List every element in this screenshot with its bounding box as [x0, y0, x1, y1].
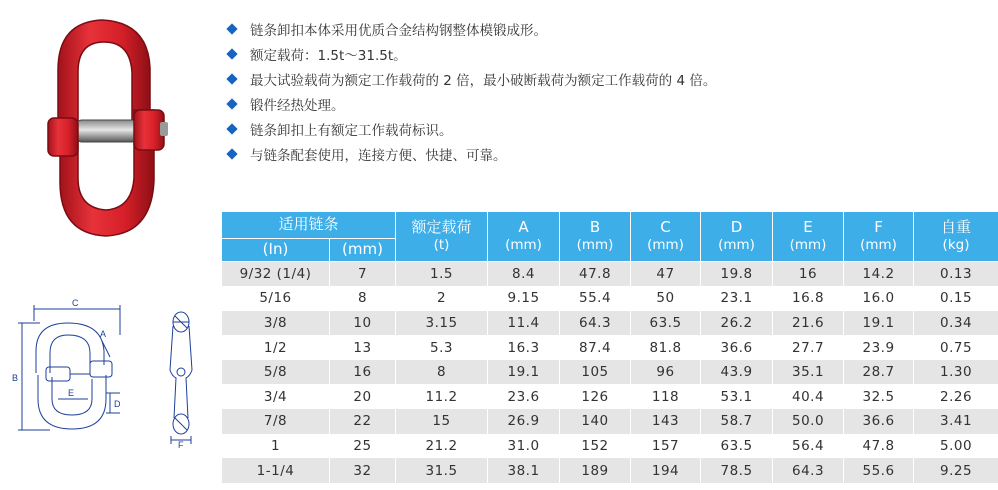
table-cell: 58.7 — [701, 409, 773, 434]
table-cell: 1 — [222, 434, 330, 459]
table-cell: 0.34 — [914, 311, 998, 336]
table-cell: 14.2 — [844, 262, 914, 287]
table-cell: 3/8 — [222, 311, 330, 336]
table-cell: 43.9 — [701, 360, 773, 385]
table-cell: 27.7 — [773, 335, 844, 360]
table-cell: 47.8 — [560, 262, 631, 287]
table-cell: 118 — [631, 384, 701, 409]
table-row — [222, 286, 998, 311]
table-cell: 50.0 — [773, 409, 844, 434]
table-cell: 3.15 — [396, 311, 488, 336]
diamond-bullet-icon — [226, 98, 237, 109]
diamond-bullet-icon — [226, 123, 237, 134]
dimension-drawing-side — [160, 308, 202, 448]
table-cell: 78.5 — [701, 458, 773, 483]
table-cell: 96 — [631, 360, 701, 385]
feature-item: 额定载荷：1.5t～31.5t。 — [226, 41, 716, 66]
table-cell: 23.9 — [844, 335, 914, 360]
table-cell: 194 — [631, 458, 701, 483]
table-cell: 16.3 — [488, 335, 560, 360]
table-cell: 11.4 — [488, 311, 560, 336]
table-cell: 64.3 — [560, 311, 631, 336]
table-cell: 8 — [396, 360, 488, 385]
table-cell: 16.0 — [844, 286, 914, 311]
table-cell: 10 — [330, 311, 396, 336]
table-cell: 1/2 — [222, 335, 330, 360]
table-cell: 16 — [773, 262, 844, 287]
table-cell: 38.1 — [488, 458, 560, 483]
label-a: A — [100, 329, 107, 339]
table-cell: 1-1/4 — [222, 458, 330, 483]
table-cell: 5.3 — [396, 335, 488, 360]
table-cell: 13 — [330, 335, 396, 360]
table-cell: 23.6 — [488, 384, 560, 409]
table-cell: 56.4 — [773, 434, 844, 459]
diamond-bullet-icon — [226, 148, 237, 159]
table-cell: 0.75 — [914, 335, 998, 360]
header-chain: 适用链条 — [222, 212, 396, 239]
table-row — [222, 311, 998, 336]
product-photo — [20, 10, 190, 242]
dimension-drawing-front — [10, 295, 142, 445]
table-cell: 16 — [330, 360, 396, 385]
feature-item: 最大试验载荷为额定工作载荷的 2 倍，最小破断载荷为额定工作载荷的 4 倍。 — [226, 66, 716, 91]
table-cell: 23.1 — [701, 286, 773, 311]
label-b: B — [12, 373, 19, 383]
table-row — [222, 262, 998, 287]
table-cell: 36.6 — [701, 335, 773, 360]
table-cell: 26.2 — [701, 311, 773, 336]
table-row — [222, 384, 998, 409]
spec-table-body — [222, 262, 998, 483]
label-d: D — [114, 399, 121, 409]
table-cell: 21.2 — [396, 434, 488, 459]
feature-item: 锻件经热处理。 — [226, 91, 716, 116]
table-cell: 64.3 — [773, 458, 844, 483]
header-c: C (mm) — [631, 212, 701, 262]
table-cell: 5/16 — [222, 286, 330, 311]
table-cell: 25 — [330, 434, 396, 459]
table-cell: 1.5 — [396, 262, 488, 287]
spec-table — [221, 211, 998, 483]
table-cell: 87.4 — [560, 335, 631, 360]
table-cell: 55.4 — [560, 286, 631, 311]
table-cell: 3.41 — [914, 409, 998, 434]
table-cell: 26.9 — [488, 409, 560, 434]
table-cell: 3/4 — [222, 384, 330, 409]
diamond-bullet-icon — [226, 48, 237, 59]
table-cell: 20 — [330, 384, 396, 409]
header-f: F (mm) — [844, 212, 914, 262]
table-cell: 36.6 — [844, 409, 914, 434]
table-cell: 31.5 — [396, 458, 488, 483]
table-cell: 32 — [330, 458, 396, 483]
table-cell: 0.15 — [914, 286, 998, 311]
feature-item: 与链条配套使用，连接方便、快捷、可靠。 — [226, 141, 716, 166]
table-cell: 126 — [560, 384, 631, 409]
feature-item: 链条卸扣上有额定工作载荷标识。 — [226, 116, 716, 141]
label-e: E — [68, 388, 75, 398]
table-cell: 2 — [396, 286, 488, 311]
table-cell: 55.6 — [844, 458, 914, 483]
table-cell: 189 — [560, 458, 631, 483]
table-cell: 8 — [330, 286, 396, 311]
table-cell: 15 — [396, 409, 488, 434]
label-c: C — [72, 298, 79, 308]
table-cell: 7/8 — [222, 409, 330, 434]
table-cell: 47.8 — [844, 434, 914, 459]
diamond-bullet-icon — [226, 73, 237, 84]
table-cell: 63.5 — [631, 311, 701, 336]
table-cell: 50 — [631, 286, 701, 311]
header-chain-in: (In) — [222, 239, 330, 262]
table-cell: 19.1 — [488, 360, 560, 385]
table-cell: 40.4 — [773, 384, 844, 409]
header-chain-mm: (mm) — [330, 239, 396, 262]
header-a: A (mm) — [488, 212, 560, 262]
table-cell: 19.8 — [701, 262, 773, 287]
table-cell: 63.5 — [701, 434, 773, 459]
table-cell: 7 — [330, 262, 396, 287]
feature-item: 链条卸扣本体采用优质合金结构钢整体模锻成形。 — [226, 16, 716, 41]
header-e: E (mm) — [773, 212, 844, 262]
table-cell: 140 — [560, 409, 631, 434]
header-b: B (mm) — [560, 212, 631, 262]
table-cell: 22 — [330, 409, 396, 434]
table-row — [222, 409, 998, 434]
table-row — [222, 335, 998, 360]
header-weight: 自重 (kg) — [914, 212, 998, 262]
label-f: F — [178, 440, 184, 448]
table-cell: 28.7 — [844, 360, 914, 385]
table-cell: 53.1 — [701, 384, 773, 409]
table-cell: 105 — [560, 360, 631, 385]
table-cell: 5.00 — [914, 434, 998, 459]
table-row — [222, 434, 998, 459]
table-cell: 31.0 — [488, 434, 560, 459]
table-cell: 32.5 — [844, 384, 914, 409]
table-cell: 152 — [560, 434, 631, 459]
table-cell: 8.4 — [488, 262, 560, 287]
table-cell: 0.13 — [914, 262, 998, 287]
header-wll: 额定载荷 (t) — [396, 212, 488, 262]
table-cell: 2.26 — [914, 384, 998, 409]
table-cell: 1.30 — [914, 360, 998, 385]
table-row — [222, 458, 998, 483]
table-cell: 9/32 (1/4) — [222, 262, 330, 287]
table-cell: 5/8 — [222, 360, 330, 385]
table-cell: 21.6 — [773, 311, 844, 336]
table-cell: 9.15 — [488, 286, 560, 311]
diamond-bullet-icon — [226, 23, 237, 34]
feature-list — [226, 16, 716, 166]
table-cell: 16.8 — [773, 286, 844, 311]
table-cell: 143 — [631, 409, 701, 434]
table-row — [222, 360, 998, 385]
table-cell: 11.2 — [396, 384, 488, 409]
table-cell: 157 — [631, 434, 701, 459]
header-d: D (mm) — [701, 212, 773, 262]
table-cell: 35.1 — [773, 360, 844, 385]
table-cell: 47 — [631, 262, 701, 287]
table-cell: 9.25 — [914, 458, 998, 483]
table-cell: 81.8 — [631, 335, 701, 360]
table-cell: 19.1 — [844, 311, 914, 336]
